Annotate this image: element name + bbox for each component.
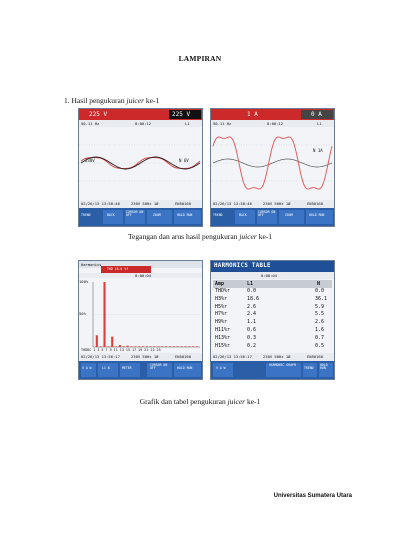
current-value-right: 0 A: [311, 110, 322, 118]
caption-1-after: ke-1: [258, 232, 273, 241]
table-menu-trend[interactable]: TREND: [304, 366, 314, 370]
harmonic-bar-1: [103, 282, 105, 347]
table-menu-hold[interactable]: HOLD RUN: [320, 363, 328, 371]
harmonics-menu-l1n[interactable]: L1 N: [102, 366, 110, 370]
harmonics-pct-top: 100%: [79, 279, 89, 284]
table-menu-vaw[interactable]: V A W: [216, 366, 226, 370]
current-menu-back[interactable]: BACK: [239, 213, 247, 217]
table-cell-n: 0.0: [315, 288, 325, 294]
scope-screen-current: [210, 108, 335, 227]
voltage-standard: EN50160: [175, 201, 192, 206]
current-frequency: 50.11 Hz: [213, 120, 232, 126]
caption-2: [0, 397, 400, 406]
current-menu-trend[interactable]: TREND: [213, 213, 223, 217]
list-text-after: ke-1: [145, 96, 160, 105]
footer-university: Universitas Sumatera Utara: [273, 493, 352, 499]
table-cell-l1: 2.6: [247, 303, 257, 310]
harmonics-menu-cursor[interactable]: CURSOR ON OFF: [150, 363, 168, 371]
table-cell-label: H13%r: [215, 334, 231, 341]
harmonic-bar-dc: [100, 346, 102, 347]
voltage-right-label: N 6V: [179, 158, 189, 163]
table-cell-label: H15%r: [215, 342, 231, 349]
caption-1: [0, 232, 400, 241]
harmonic-bar-11: [142, 346, 144, 347]
current-timestamp: 02/26/13 13:58:46: [213, 201, 252, 206]
caption-1-text: Tegangan dan arus hasil pengukuran: [127, 232, 238, 241]
table-cell-label: H7%r: [215, 311, 228, 318]
table-cell-n: 36.1: [315, 295, 328, 302]
table-cell-n: 2.6: [315, 319, 325, 326]
scope-screen-harmonics-graph: [78, 260, 203, 380]
harmonics-mains: 230V 50Hz 1Ø: [131, 354, 159, 359]
scope-screen-harmonics-table: [210, 260, 335, 380]
table-cell-l1: 0.6: [247, 327, 257, 333]
list-text-italic: juicer: [126, 96, 144, 105]
harmonics-menu-vaw[interactable]: V A W: [82, 366, 92, 370]
harmonics-subtitle: THD 18.6 %f: [107, 266, 129, 271]
caption-1-italic: juicer: [239, 232, 257, 241]
harmonic-bar-5: [119, 345, 121, 347]
harmonics-table-title: HARMONICS TABLE: [214, 262, 271, 269]
table-cell-n: 5.9: [315, 303, 325, 310]
harmonics-timer: 0:00:04: [135, 272, 152, 278]
harmonics-graph-graphics: [79, 261, 202, 379]
current-standard: EN50160: [307, 201, 324, 206]
table-cell-n: 1.6: [315, 327, 325, 333]
harmonic-bar-3: [111, 337, 113, 347]
harmonics-table-timer: 0:00:04: [261, 272, 278, 278]
page-title: LAMPIRAN: [178, 54, 222, 63]
table-col-n: N: [317, 280, 321, 287]
caption-2-text: Grafik dan tabel pengukuran: [139, 397, 226, 406]
harmonic-bar-12: [146, 346, 148, 347]
current-timer: 0:00:12: [267, 120, 284, 126]
voltage-menu-back[interactable]: BACK: [107, 213, 115, 217]
harmonic-bar-9: [134, 346, 136, 347]
harmonic-bar-4: [115, 346, 117, 347]
table-col-amp: Amp: [215, 280, 225, 287]
harmonic-bar-15: [157, 346, 159, 347]
voltage-menu-cursor[interactable]: CURSOR ON OFF: [126, 210, 144, 218]
harmonic-bar-16: [161, 346, 163, 347]
current-screen-graphics: [211, 109, 334, 226]
voltage-channels: L1: [185, 120, 190, 126]
harmonic-bar-2: [107, 346, 109, 347]
voltage-mains: 230V 50Hz 1Ø: [131, 201, 159, 206]
harmonic-bar-22: [184, 346, 186, 347]
table-col-l1: L1: [247, 280, 254, 287]
harmonic-bar-thd: [96, 335, 98, 347]
table-cell-l1: 0.2: [247, 342, 257, 349]
harmonic-bar-18: [169, 346, 171, 347]
current-channels: L1: [317, 120, 322, 126]
table-cell-l1: 1.1: [247, 319, 257, 326]
harmonic-bar-20: [177, 346, 179, 347]
harmonic-bar-10: [138, 346, 140, 347]
harmonic-bar-14: [154, 346, 156, 347]
caption-2-italic: juicer: [227, 397, 246, 406]
harmonics-menu-meter[interactable]: METER: [122, 366, 132, 370]
harmonics-pct-mid: 50%: [79, 311, 86, 316]
table-cell-n: 0.5: [315, 342, 325, 349]
current-mains: 230V 50Hz 1Ø: [263, 201, 291, 206]
harmonics-standard: EN50160: [175, 354, 192, 359]
harmonics-x-axis-label: THDDC 1 3 5 7 9 11 13 15 17 19 21 23 25: [81, 347, 161, 352]
scope-screen-voltage: [78, 108, 203, 227]
table-cell-l1: 18.6: [247, 295, 260, 302]
harmonic-bar-17: [165, 346, 167, 347]
harmonic-bar-21: [181, 346, 183, 347]
voltage-menu-zoom[interactable]: ZOOM: [153, 213, 161, 217]
harmonic-bar-8: [130, 346, 132, 347]
harmonics-menu-hold[interactable]: HOLD RUN: [177, 366, 193, 370]
table-cell-l1: 0.0: [247, 288, 257, 294]
voltage-timestamp: 02/26/13 13:58:46: [81, 201, 120, 206]
table-cell-label: THD%r: [215, 288, 231, 294]
current-menu-cursor[interactable]: CURSOR ON OFF: [258, 210, 276, 218]
current-value-left: 1 A: [247, 110, 258, 118]
list-number: 1.: [64, 96, 70, 105]
table-cell-label: H11%r: [215, 327, 231, 333]
current-wave-label: N 1A: [313, 148, 323, 153]
voltage-frequency: 50.11 Hz: [81, 120, 100, 126]
harmonics-title: Harmonics: [81, 261, 102, 267]
harmonic-bar-6: [123, 346, 125, 347]
voltage-menu-trend[interactable]: TREND: [81, 213, 91, 217]
table-timestamp: 02/26/13 13:56:17: [213, 354, 252, 359]
harmonic-bar-23: [188, 346, 190, 347]
table-cell-label: H3%r: [215, 295, 228, 302]
table-menu-harmonic-graph[interactable]: HARMONIC GRAPH: [269, 363, 296, 367]
table-cell-l1: 2.4: [247, 311, 257, 318]
table-mains: 230V 50Hz 1Ø: [263, 354, 291, 359]
harmonic-bar-25: [196, 346, 198, 347]
voltage-value: 225 V: [172, 110, 191, 118]
table-cell-label: H9%r: [215, 319, 228, 326]
voltage-peak-label: 225 V: [89, 110, 108, 118]
current-menu-hold[interactable]: HOLD RUN: [309, 213, 325, 217]
voltage-wave-label: 230V: [85, 158, 95, 163]
table-cell-l1: 0.3: [247, 334, 257, 341]
harmonics-timestamp: 02/26/13 13:56:17: [81, 354, 120, 359]
caption-2-after: ke-1: [246, 397, 261, 406]
harmonic-bar-24: [192, 346, 194, 347]
list-heading: [64, 96, 159, 105]
table-cell-n: 0.7: [315, 334, 325, 341]
harmonic-bar-7: [127, 346, 129, 347]
table-cell-label: H5%r: [215, 303, 228, 310]
voltage-timer: 0:00:12: [135, 120, 152, 126]
voltage-menu-hold[interactable]: HOLD RUN: [177, 213, 193, 217]
table-standard: EN50160: [307, 354, 324, 359]
list-text: Hasil pengukuran: [71, 96, 125, 105]
table-cell-n: 5.5: [315, 311, 325, 318]
harmonic-bar-19: [173, 346, 175, 347]
voltage-screen-graphics: [79, 109, 202, 226]
current-menu-zoom[interactable]: ZOOM: [285, 213, 293, 217]
harmonic-bar-13: [150, 346, 152, 347]
